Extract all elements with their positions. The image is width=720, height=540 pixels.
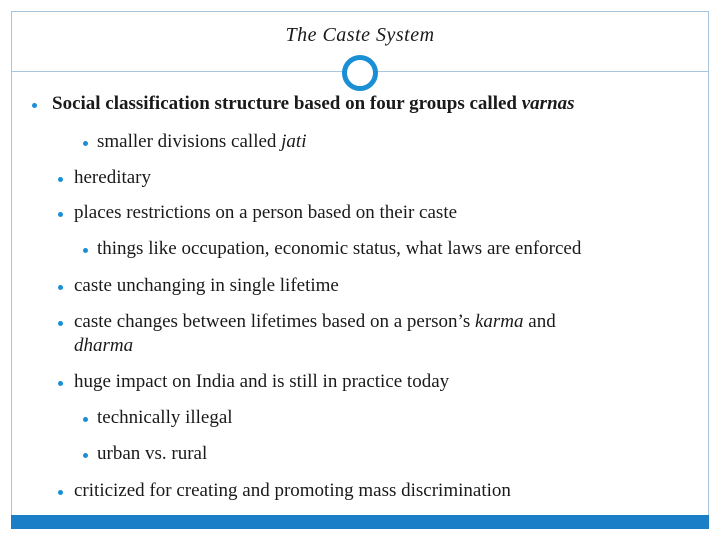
bullet-criticized: criticized for creating and promoting mass discrimination	[74, 480, 511, 501]
bullet-unchanging: caste unchanging in single lifetime	[74, 275, 339, 296]
bullet-hereditary: hereditary	[74, 167, 152, 188]
bullet-dot-icon	[83, 417, 88, 422]
sub-bullet-illegal: technically illegal	[97, 407, 233, 428]
bullet-dot-icon	[58, 177, 63, 182]
bullet-dot-icon	[58, 321, 63, 326]
bullet-karma-continuation: dharma	[74, 335, 134, 356]
bullet-karma: caste changes between lifetimes based on a person’s karma and	[74, 311, 556, 332]
bullet-restrictions: places restrictions on a person based on their caste	[74, 202, 458, 223]
sub-bullet-urban-rural: urban vs. rural	[97, 443, 208, 464]
bullet-dot-icon	[58, 490, 63, 495]
bullet-dot-icon	[83, 453, 88, 458]
sub-bullet-jati: smaller divisions called jati	[97, 131, 307, 152]
bullet-dot-icon	[32, 103, 37, 108]
sub-bullet-examples: things like occupation, economic status, what laws are enforced	[97, 238, 582, 259]
slide-title: The Caste System	[285, 24, 435, 46]
footer-bar	[11, 515, 709, 529]
bullet-impact: huge impact on India and is still in practice today	[74, 371, 450, 392]
bullet-dot-icon	[58, 381, 63, 386]
bullet-dot-icon	[58, 285, 63, 290]
bullet-main: Social classification structure based on four groups called varnas	[52, 93, 575, 114]
bullet-dot-icon	[83, 248, 88, 253]
bullet-dot-icon	[83, 141, 88, 146]
bullet-dot-icon	[58, 212, 63, 217]
circle-ornament-icon	[342, 55, 378, 91]
